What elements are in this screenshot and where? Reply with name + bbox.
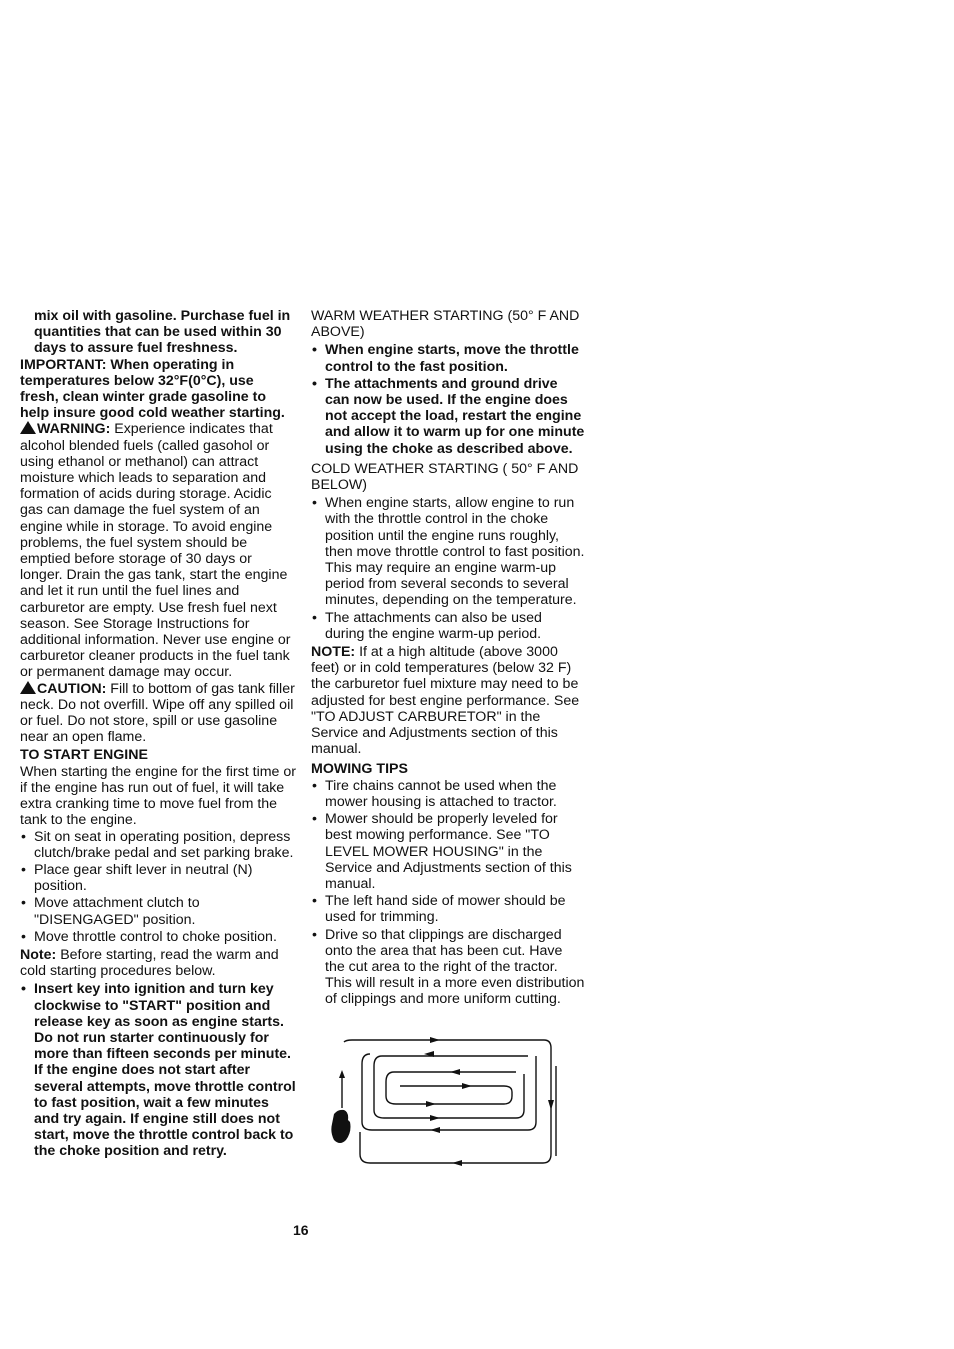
cold-steps-list: [311, 495, 585, 642]
arrow-icon: [426, 1101, 436, 1107]
list-item: • When engine starts, allow engine to run with the throttle control in the choke position until the engine runs roughly, then move throttle control to fast position. This may require an engine warm-up period from several seconds to several minutes, depending on the temperature.: [311, 495, 585, 608]
warm-weather-heading: WARM WEATHER STARTING (50° F AND ABOVE): [311, 308, 580, 341]
right-column: [311, 308, 585, 1009]
left-column: [20, 308, 296, 1161]
warm-steps-list: [311, 342, 585, 456]
start-engine-heading: TO START ENGINE: [20, 747, 148, 764]
list-item: • The attachments and ground drive can now be used. If the engine does not accept the load, restart the engine and allow it to warm up for one minute using the choke as described above.: [311, 376, 585, 457]
page-number: 16: [293, 1222, 309, 1238]
list-item: • Insert key into ignition and turn key clockwise to "START" position and release key as soon as engine starts. Do not run starter continuously for more than fifteen seconds per minute. If the engine does not start after several attempts, move throttle control to fast position, wait a few minutes and try again. If engine still does not start, move the throttle control back to the choke position and retry.: [20, 981, 296, 1159]
warning-text: Experience indicates that alcohol blended fuels (called gasohol or using ethanol or methanol) can attract moisture which leads to separation and formation of acids during storage. Acidic gas can damage the fuel system of an engine while in storage. To avoid engine problems, the fuel system should be emptied before storage of 30 days or longer. Drain the gas tank, start the engine and let it run until the fuel lines and carburetor are empty. Use fresh fuel next season. See Storage Instructions for additional information. Never use engine or carburetor cleaner products in the fuel tank or permanent damage may occur.: [20, 421, 291, 681]
arrow-icon: [548, 1100, 554, 1110]
warning-paragraph: [20, 421, 296, 680]
start-note: [20, 947, 296, 979]
warning-triangle-icon: [20, 421, 36, 434]
note-text: If at a high altitude (above 3000 feet) or in cold temperatures (below 32 F) the carburetor fuel mixture may need to be adjusted for best engine performance. See "TO ADJUST CARBURETOR" in the Service and Adjustments section of this manual.: [311, 644, 580, 758]
start-engine-intro: When starting the engine for the first time or if the engine has run out of fuel, it will take extra cranking time to move fuel from the tank to the engine.: [20, 763, 296, 829]
arrow-icon: [430, 1037, 440, 1043]
caution-paragraph: [20, 681, 296, 746]
important-text: When operating in temperatures below 32°F(0°C), use fresh, clean winter grade gasoline to help insure good cold weather starting.: [20, 356, 285, 422]
mowing-pattern-diagram: [330, 1036, 560, 1171]
list-item: • Move attachment clutch to "DISENGAGED" position.: [20, 895, 296, 927]
mowing-tips-list: [311, 778, 585, 1008]
note-label: Note:: [20, 946, 57, 963]
fuel-purchase-paragraph: mix oil with gasoline. Purchase fuel in quantities that can be used within 30 days to assure fuel freshness.: [34, 308, 291, 357]
altitude-note: [311, 644, 585, 757]
list-item: • Place gear shift lever in neutral (N) position.: [20, 862, 296, 894]
list-item: • When engine starts, move the throttle control to the fast position.: [311, 342, 585, 374]
arrow-icon: [450, 1069, 460, 1075]
tractor-icon: [331, 1110, 350, 1143]
arrow-icon: [430, 1127, 440, 1133]
note-text: Before starting, read the warm and cold starting procedures below.: [20, 946, 279, 980]
cold-weather-heading: COLD WEATHER STARTING ( 50° F AND BELOW): [311, 460, 579, 494]
important-paragraph: [20, 357, 296, 422]
mowing-path-inner: [386, 1072, 516, 1104]
list-item: • Mower should be properly leveled for best mowing performance. See "TO LEVEL MOWER HOUSING" in the Service and Adjustments section of this manual.: [311, 811, 585, 892]
warning-label: WARNING:: [37, 421, 111, 438]
list-item: • Drive so that clippings are discharged onto the area that has been cut. Have the cut area to the right of the tractor. This will result in a more even distribution of clippings and more uniform cutting.: [311, 927, 585, 1008]
list-item: • Tire chains cannot be used when the mower housing is attached to tractor.: [311, 778, 585, 810]
arrow-icon: [430, 1115, 440, 1121]
arrow-icon: [452, 1160, 462, 1166]
ignition-list: [20, 981, 296, 1159]
list-item: • The attachments can also be used during the engine warm-up period.: [311, 610, 585, 642]
mowing-tips-heading: MOWING TIPS: [311, 761, 408, 778]
list-item: • Move throttle control to choke position.: [20, 929, 296, 945]
mowing-path-third: [374, 1056, 528, 1118]
arrow-icon: [462, 1083, 472, 1089]
start-steps-list: [20, 829, 296, 945]
mowing-path-outer: [344, 1040, 551, 1163]
arrow-icon: [339, 1070, 345, 1078]
caution-triangle-icon: [20, 681, 36, 694]
list-item: • Sit on seat in operating position, depress clutch/brake pedal and set parking brake.: [20, 829, 296, 861]
note-label: NOTE:: [311, 644, 356, 661]
caution-text: Fill to bottom of gas tank filler neck. Do not overfill. Wipe off any spilled oil or fuel. Do not store, spill or use gasoline near an open flame.: [20, 680, 295, 746]
caution-label: CAUTION:: [37, 680, 107, 697]
list-item: • The left hand side of mower should be used for trimming.: [311, 893, 585, 925]
important-label: IMPORTANT:: [20, 356, 107, 373]
